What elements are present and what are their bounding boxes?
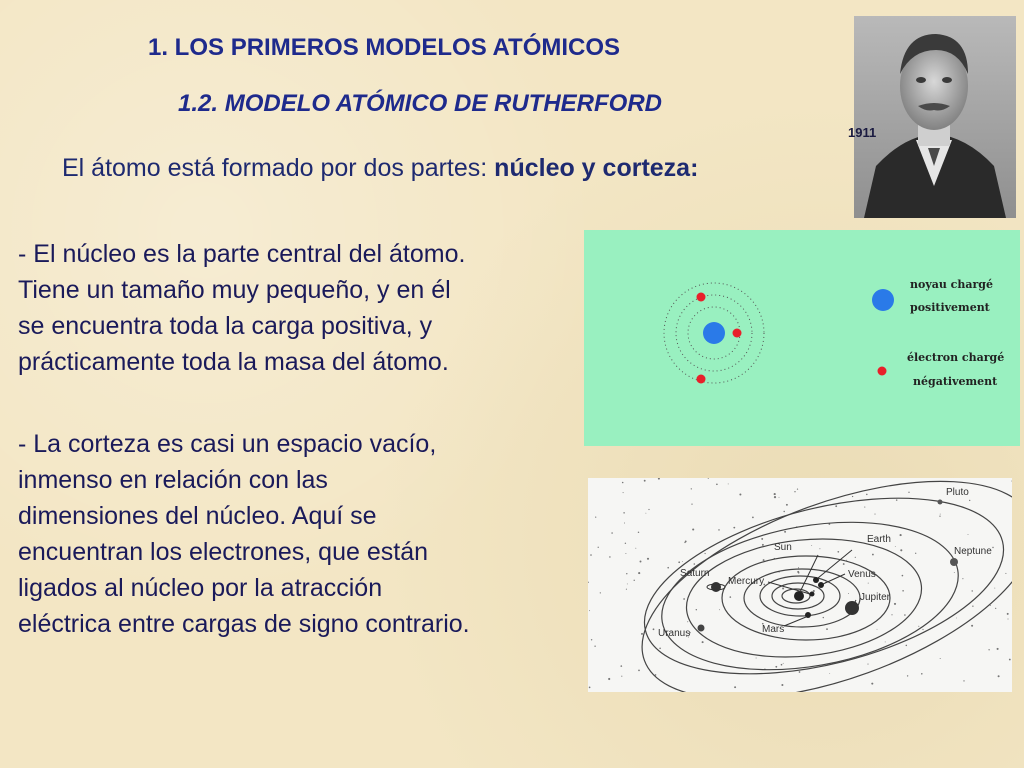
star-speck: [641, 633, 643, 635]
star-speck: [696, 609, 697, 610]
star-speck: [718, 529, 720, 531]
intro-prefix: El átomo está formado por dos partes:: [62, 154, 495, 182]
electron: [697, 293, 706, 302]
legend-nucleus-line1: noyau chargé: [910, 278, 993, 291]
star-speck: [589, 687, 591, 689]
nucleus-line: se encuentra toda la carga positiva, y: [18, 312, 433, 340]
star-speck: [895, 546, 896, 547]
star-speck: [774, 493, 776, 495]
star-speck: [611, 532, 613, 534]
planet-jupiter: [845, 601, 859, 615]
star-speck: [915, 553, 916, 554]
star-speck: [1009, 659, 1011, 661]
star-speck: [644, 480, 646, 482]
star-speck: [595, 516, 596, 517]
star-speck: [638, 670, 640, 672]
star-speck: [678, 561, 680, 563]
star-speck: [877, 629, 878, 630]
legend-electron-line2: négativement: [913, 375, 998, 388]
star-speck: [691, 503, 692, 504]
label-neptune: Neptune: [954, 546, 992, 557]
star-speck: [784, 531, 786, 533]
star-speck: [782, 587, 784, 589]
star-speck: [994, 588, 995, 589]
star-speck: [906, 645, 908, 647]
legend-nucleus-line2: positivement: [910, 301, 990, 314]
star-speck: [648, 509, 649, 510]
star-speck: [779, 497, 780, 498]
intro-text: [62, 154, 698, 183]
star-speck: [594, 646, 595, 647]
star-speck: [590, 554, 592, 556]
star-speck: [659, 648, 661, 650]
star-speck: [781, 684, 783, 686]
star-speck: [692, 528, 694, 530]
star-speck: [627, 583, 628, 584]
label-jupiter: Jupiter: [860, 592, 891, 603]
intro-bold: núcleo y corteza:: [494, 154, 699, 182]
star-speck: [653, 628, 655, 630]
star-speck: [683, 598, 685, 600]
star-speck: [972, 590, 973, 591]
star-speck: [829, 673, 830, 674]
star-speck: [990, 605, 991, 606]
star-speck: [798, 572, 800, 574]
star-speck: [667, 567, 669, 569]
star-speck: [761, 538, 763, 540]
star-speck: [864, 507, 865, 508]
star-speck: [622, 482, 624, 484]
star-speck: [626, 589, 627, 590]
electron: [697, 375, 706, 384]
star-speck: [971, 625, 973, 627]
star-speck: [756, 658, 757, 659]
cortex-line: inmenso en relación con las: [18, 466, 328, 494]
star-speck: [848, 593, 849, 594]
star-speck: [835, 505, 837, 507]
nucleus-paragraph: [18, 236, 598, 380]
cortex-line: eléctrica entre cargas de signo contrario.: [18, 610, 470, 638]
star-speck: [682, 561, 683, 562]
star-speck: [646, 513, 647, 514]
planet-venus: [818, 582, 824, 588]
planet-uranus: [698, 625, 705, 632]
star-speck: [902, 575, 904, 577]
star-speck: [866, 494, 868, 496]
star-speck: [900, 534, 902, 536]
atom-diagram: [584, 230, 1020, 446]
slide-title: 1. LOS PRIMEROS MODELOS ATÓMICOS: [148, 34, 621, 61]
star-speck: [826, 628, 828, 630]
star-speck: [591, 639, 592, 640]
rutherford-portrait: [854, 16, 1016, 218]
nucleus-line: Tiene un tamaño muy pequeño, y en él: [18, 276, 451, 304]
star-speck: [940, 514, 941, 515]
star-speck: [921, 673, 923, 675]
star-speck: [684, 542, 685, 543]
star-speck: [988, 649, 989, 650]
star-speck: [774, 496, 776, 498]
star-speck: [956, 618, 957, 619]
sun-symbol: [794, 591, 804, 601]
star-speck: [608, 678, 610, 680]
star-speck: [600, 592, 601, 593]
cortex-line: - La corteza es casi un espacio vacío,: [18, 430, 437, 458]
star-speck: [702, 641, 704, 643]
solar-system-diagram: [588, 478, 1012, 692]
star-speck: [609, 556, 610, 557]
star-speck: [907, 675, 908, 676]
star-speck: [998, 675, 1000, 677]
star-speck: [626, 573, 627, 574]
star-speck: [620, 665, 622, 667]
star-speck: [885, 641, 886, 642]
star-speck: [623, 492, 624, 493]
star-speck: [972, 606, 973, 607]
label-mercury: Mercury: [728, 576, 765, 587]
star-speck: [647, 558, 649, 560]
star-speck: [969, 500, 970, 501]
star-speck: [733, 527, 735, 529]
star-speck: [855, 557, 856, 558]
star-speck: [781, 664, 783, 666]
star-speck: [837, 551, 839, 553]
slide-subtitle: 1.2. MODELO ATÓMICO DE RUTHERFORD: [178, 90, 663, 117]
star-speck: [891, 614, 892, 615]
legend-nucleus-symbol: [872, 289, 894, 311]
star-speck: [798, 567, 799, 568]
planet-mercury: [810, 592, 815, 597]
star-speck: [918, 626, 919, 627]
star-speck: [621, 676, 622, 677]
star-speck: [995, 608, 996, 609]
star-speck: [992, 547, 993, 548]
star-speck: [589, 610, 590, 611]
star-speck: [624, 523, 625, 524]
label-earth: Earth: [867, 534, 891, 545]
star-speck: [752, 517, 754, 519]
star-speck: [823, 617, 824, 618]
star-speck: [872, 554, 874, 556]
star-speck: [625, 543, 626, 544]
star-speck: [625, 553, 626, 554]
star-speck: [634, 580, 635, 581]
star-speck: [704, 553, 705, 554]
star-speck: [794, 491, 795, 492]
nucleus: [703, 322, 725, 344]
label-sun: Sun: [774, 542, 792, 553]
star-speck: [874, 514, 875, 515]
star-speck: [716, 483, 718, 485]
star-speck: [763, 559, 765, 561]
label-pluto: Pluto: [946, 487, 969, 498]
star-speck: [1007, 613, 1009, 615]
star-speck: [997, 648, 999, 650]
star-speck: [954, 572, 955, 573]
star-speck: [775, 666, 777, 668]
star-speck: [799, 671, 801, 673]
nucleus-line: - El núcleo es la parte central del átomo.: [18, 240, 466, 268]
star-speck: [762, 544, 764, 546]
star-speck: [963, 680, 964, 681]
star-speck: [635, 548, 636, 549]
star-speck: [902, 590, 904, 592]
star-speck: [908, 492, 909, 493]
planet-neptune: [950, 558, 958, 566]
star-speck: [783, 663, 784, 664]
star-speck: [786, 504, 788, 506]
year-label: 1911: [848, 125, 877, 140]
star-speck: [694, 563, 696, 565]
star-speck: [819, 548, 820, 549]
star-speck: [843, 563, 845, 565]
star-speck: [638, 572, 640, 574]
star-speck: [852, 496, 853, 497]
star-speck: [871, 683, 873, 685]
star-speck: [691, 488, 692, 489]
star-speck: [868, 583, 869, 584]
star-speck: [939, 516, 940, 517]
electron: [733, 329, 742, 338]
star-speck: [783, 511, 784, 512]
star-speck: [1005, 573, 1006, 574]
star-speck: [811, 545, 812, 546]
cortex-line: dimensiones del núcleo. Aquí se: [18, 502, 377, 530]
star-speck: [1007, 618, 1008, 619]
star-speck: [940, 658, 941, 659]
star-speck: [867, 664, 868, 665]
nucleus-line: prácticamente toda la masa del átomo.: [18, 348, 449, 376]
label-saturn: Saturn: [680, 568, 710, 579]
star-speck: [623, 512, 624, 513]
star-speck: [638, 532, 639, 533]
legend-electron-symbol: [878, 367, 887, 376]
atom-background: [584, 230, 1020, 446]
star-speck: [598, 547, 599, 548]
star-speck: [922, 629, 923, 630]
star-speck: [739, 493, 741, 495]
cortex-line: ligados al núcleo por la atracción: [18, 574, 383, 602]
star-speck: [640, 561, 642, 563]
star-speck: [687, 621, 688, 622]
star-speck: [962, 578, 963, 579]
star-speck: [719, 609, 720, 610]
cortex-line: encuentran los electrones, que están: [18, 538, 428, 566]
label-uranus: Uranus: [658, 628, 691, 639]
star-speck: [734, 686, 736, 688]
label-venus: Venus: [848, 569, 876, 580]
star-speck: [797, 489, 798, 490]
label-mars: Mars: [762, 624, 785, 635]
star-speck: [730, 596, 732, 598]
star-speck: [900, 549, 902, 551]
star-speck: [968, 534, 969, 535]
planet-pluto: [938, 500, 943, 505]
star-speck: [904, 614, 906, 616]
legend-electron-line1: électron chargé: [907, 351, 1005, 364]
star-speck: [1011, 481, 1012, 482]
cortex-paragraph: [18, 426, 598, 642]
star-speck: [896, 499, 897, 500]
star-speck: [894, 603, 896, 605]
star-speck: [728, 483, 729, 484]
